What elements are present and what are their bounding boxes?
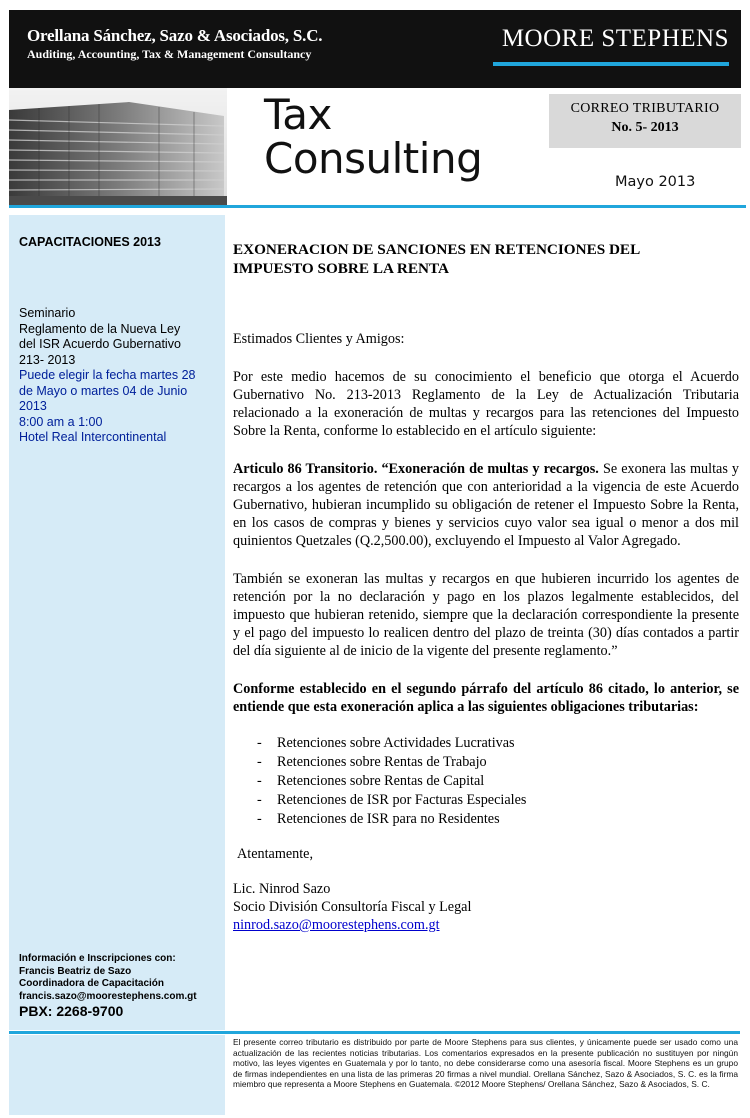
- seminar-line: 213- 2013: [19, 352, 76, 367]
- phone-number: PBX: 2268-9700: [19, 1003, 124, 1019]
- seminar-info: [19, 306, 219, 446]
- contact-email[interactable]: francis.sazo@moorestephens.com.gt: [19, 990, 197, 1002]
- list-item: - Retenciones de ISR para no Residentes: [257, 811, 500, 827]
- exoneration-paragraph: También se exoneran las multas y recargos en que hubieren incurrido los agentes de retención por la no declaración y pago en los plazos legalmente establecidos, del impuesto que hubieran retenido, siempre que la declaración correspondiente la presente y el pago del impuesto lo realicen dentro del plazo de treinta (30) días contados a partir del día siguiente al de inicio de la vigente del presente reglamento.”: [233, 571, 739, 659]
- issue-date: Mayo 2013: [615, 174, 696, 190]
- sidebar: [9, 215, 225, 1030]
- info-line: Información e Inscripciones con:: [19, 953, 176, 964]
- signer-email-link[interactable]: ninrod.sazo@moorestephens.com.gt: [233, 917, 440, 933]
- article-86-paragraph: [233, 460, 739, 550]
- article-86-text: Se exonera las multas y recargos a los agentes de retención que con anterioridad a la vigencia de este Acuerdo Gubernativo, hubieran incumplido su obligación de retener el Impuesto Sobre la Renta, en los casos de compras y bienes y servicios cuyo valor sea igual o menor a dos mil quinientos Quetzales (Q.2,500.00), excluyendo el Impuesto al Valor Agregado.: [233, 461, 740, 549]
- closing: Atentamente,: [237, 846, 314, 862]
- seminar-date-line: Puede elegir la fecha martes 28: [19, 368, 196, 382]
- seminar-line: del ISR Acuerdo Gubernativo: [19, 337, 181, 351]
- article-86-heading: Articulo 86 Transitorio.: [233, 461, 378, 477]
- greeting: Estimados Clientes y Amigos:: [233, 331, 405, 347]
- obligations-list: [233, 734, 739, 829]
- building-photo: [9, 88, 227, 206]
- bulletin-label: CORREO TRIBUTARIO: [570, 101, 720, 116]
- newsletter-title: [264, 90, 483, 183]
- firm-name: Orellana Sánchez, Sazo & Asociados, S.C.: [27, 26, 323, 45]
- article: [233, 240, 739, 934]
- list-item: - Retenciones sobre Rentas de Capital: [257, 773, 485, 789]
- sidebar-title: CAPACITACIONES 2013: [19, 235, 161, 249]
- article-title: [233, 240, 739, 278]
- footer-sidebar-panel: [9, 1035, 225, 1115]
- footer-disclaimer: El presente correo tributario es distribuido por parte de Moore Stephens para sus clientes, y únicamente puede ser usado como una actualización de las recientes noticias tributarias. Los comentarios expresados en la presente publicación no sustituyen por ningún motivo, las leyes vigentes en Guatemala y por lo tanto, no debe considerarse como una asesoría fiscal. Moore Stephens es un grupo de firmas independientes en una lista de las primeras 20 firmas a nivel mundial. Orellana Sánchez, Sazo & Asociados, S. C. es la firma miembro que representa a Moore Stephens en Guatemala. ©2012 Moore Stephens/ Orellana Sánchez, Sazo & Asociados, S. C.: [233, 1037, 738, 1089]
- banner-divider: [9, 205, 746, 208]
- registration-info: [19, 953, 224, 1018]
- seminar-line: Reglamento de la Nueva Ley: [19, 321, 181, 336]
- list-item: - Retenciones sobre Actividades Lucrativas: [257, 735, 515, 751]
- seminar-date-line: 2013: [19, 399, 47, 413]
- banner: [9, 88, 741, 206]
- brand-underline: [493, 62, 729, 66]
- seminar-venue: Hotel Real Intercontinental: [19, 430, 167, 444]
- title-tax: Tax: [264, 90, 332, 139]
- signer-name: Lic. Ninrod Sazo: [233, 881, 331, 897]
- info-line: Francis Beatriz de Sazo: [19, 965, 132, 977]
- bulletin-box: [549, 94, 741, 148]
- list-item: - Retenciones de ISR por Facturas Especiales: [257, 792, 527, 808]
- signature-block: [233, 880, 739, 934]
- footer-divider: [9, 1031, 740, 1034]
- seminar-time: 8:00 am a 1:00: [19, 414, 103, 429]
- firm-subtitle: Auditing, Accounting, Tax & Management Consultancy: [27, 47, 312, 61]
- bulletin-number: No. 5- 2013: [611, 120, 679, 135]
- article-86-subheading: “Exoneración de multas y recargos.: [381, 461, 599, 477]
- info-line: Coordinadora de Capacitación: [19, 978, 165, 989]
- signer-title: Socio División Consultoría Fiscal y Legal: [233, 899, 472, 915]
- seminar-line: Seminario: [19, 306, 76, 320]
- header-bar: [9, 10, 741, 88]
- title-consulting: Consulting: [264, 134, 483, 183]
- list-item: - Retenciones sobre Rentas de Trabajo: [257, 754, 487, 770]
- brand-logo-text: MOORE STEPHENS: [501, 25, 729, 52]
- article-title-line: IMPUESTO SOBRE LA RENTA: [233, 260, 449, 277]
- seminar-date-line: de Mayo o martes 04 de Junio: [19, 383, 188, 398]
- intro-paragraph: Por este medio hacemos de su conocimiento el beneficio que otorga el Acuerdo Gubernativo No. 213-2013 Reglamento de la Ley de Actualización Tributaria relacionado a la exoneración de multas y recargos para las retenciones del Impuesto Sobre la Renta, conforme lo establecido en el artículo siguiente:: [233, 369, 739, 439]
- article-title-line: EXONERACION DE SANCIONES EN RETENCIONES DEL: [233, 241, 641, 258]
- conclusion-paragraph: Conforme establecido en el segundo párrafo del artículo 86 citado, lo anterior, se entiende que esta exoneración aplica a las siguientes obligaciones tributarias:: [233, 681, 739, 715]
